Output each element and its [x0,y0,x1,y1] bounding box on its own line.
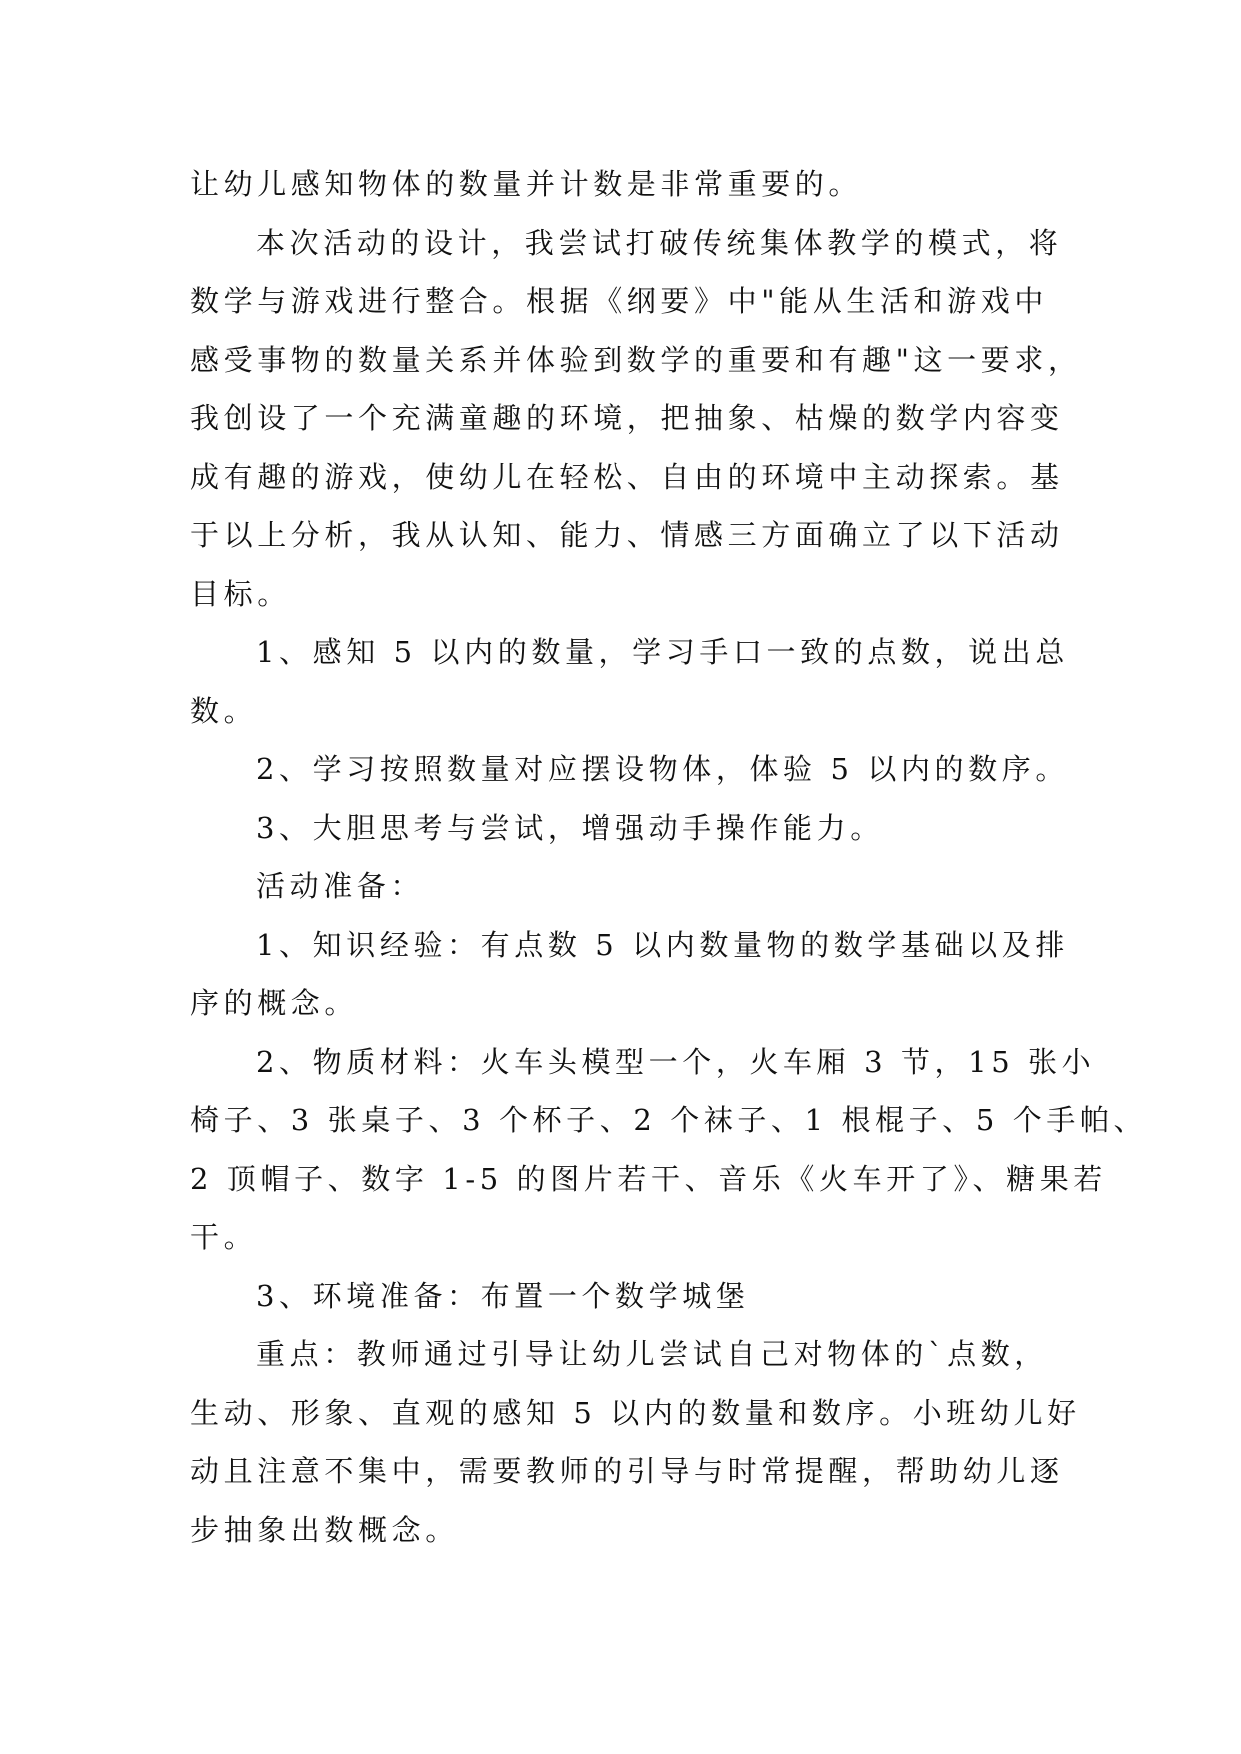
text-line: 2 顶帽子、数字 1-5 的图片若干、音乐《火车开了》、糖果若 [190,1161,1107,1196]
text-line: 序的概念。 [190,986,359,1020]
text-line: 1、感知 5 以内的数量，学习手口一致的点数，说出总 [256,635,1069,669]
body-text [190,155,1148,1559]
text-line: 于以上分析，我从认知、能力、情感三方面确立了以下活动 [190,518,1064,552]
text-line: 我创设了一个充满童趣的环境，把抽象、枯燥的数学内容变 [190,401,1064,435]
text-line: 生动、形象、直观的感知 5 以内的数量和数序。小班幼儿好 [190,1395,1081,1430]
text-line: 1、知识经验：有点数 5 以内数量物的数学基础以及排 [256,927,1069,962]
text-line: 重点：教师通过引导让幼儿尝试自己对物体的`点数， [256,1337,1048,1371]
text-line: 干。 [190,1220,258,1254]
text-line: 数。 [190,693,258,728]
text-line: 椅子、3 张桌子、3 个杯子、2 个袜子、1 根棍子、5 个手帕、 [190,1103,1148,1137]
text-line: 目标。 [190,576,291,611]
text-line: 本次活动的设计，我尝试打破传统集体教学的模式，将 [256,225,1063,260]
text-line: 动且注意不集中，需要教师的引导与时常提醒，帮助幼儿逐 [190,1454,1064,1488]
text-line: 3、大胆思考与尝试，增强动手操作能力。 [256,810,884,845]
text-line: 成有趣的游戏，使幼儿在轻松、自由的环境中主动探索。基 [190,459,1064,494]
text-line: 3、环境准备：布置一个数学城堡 [256,1278,750,1313]
text-line: 让幼儿感知物体的数量并计数是非常重要的。 [190,167,863,201]
text-line: 感受事物的数量关系并体验到数学的重要和有趣"这一要求， [190,342,1082,377]
text-line: 步抽象出数概念。 [190,1512,459,1547]
text-line: 2、物质材料：火车头模型一个，火车厢 3 节，15 张小 [256,1044,1096,1079]
text-line: 数学与游戏进行整合。根据《纲要》中"能从生活和游戏中 [190,284,1048,318]
section-heading: 活动准备： [256,869,425,903]
text-line: 2、学习按照数量对应摆设物体，体验 5 以内的数序。 [256,752,1069,786]
